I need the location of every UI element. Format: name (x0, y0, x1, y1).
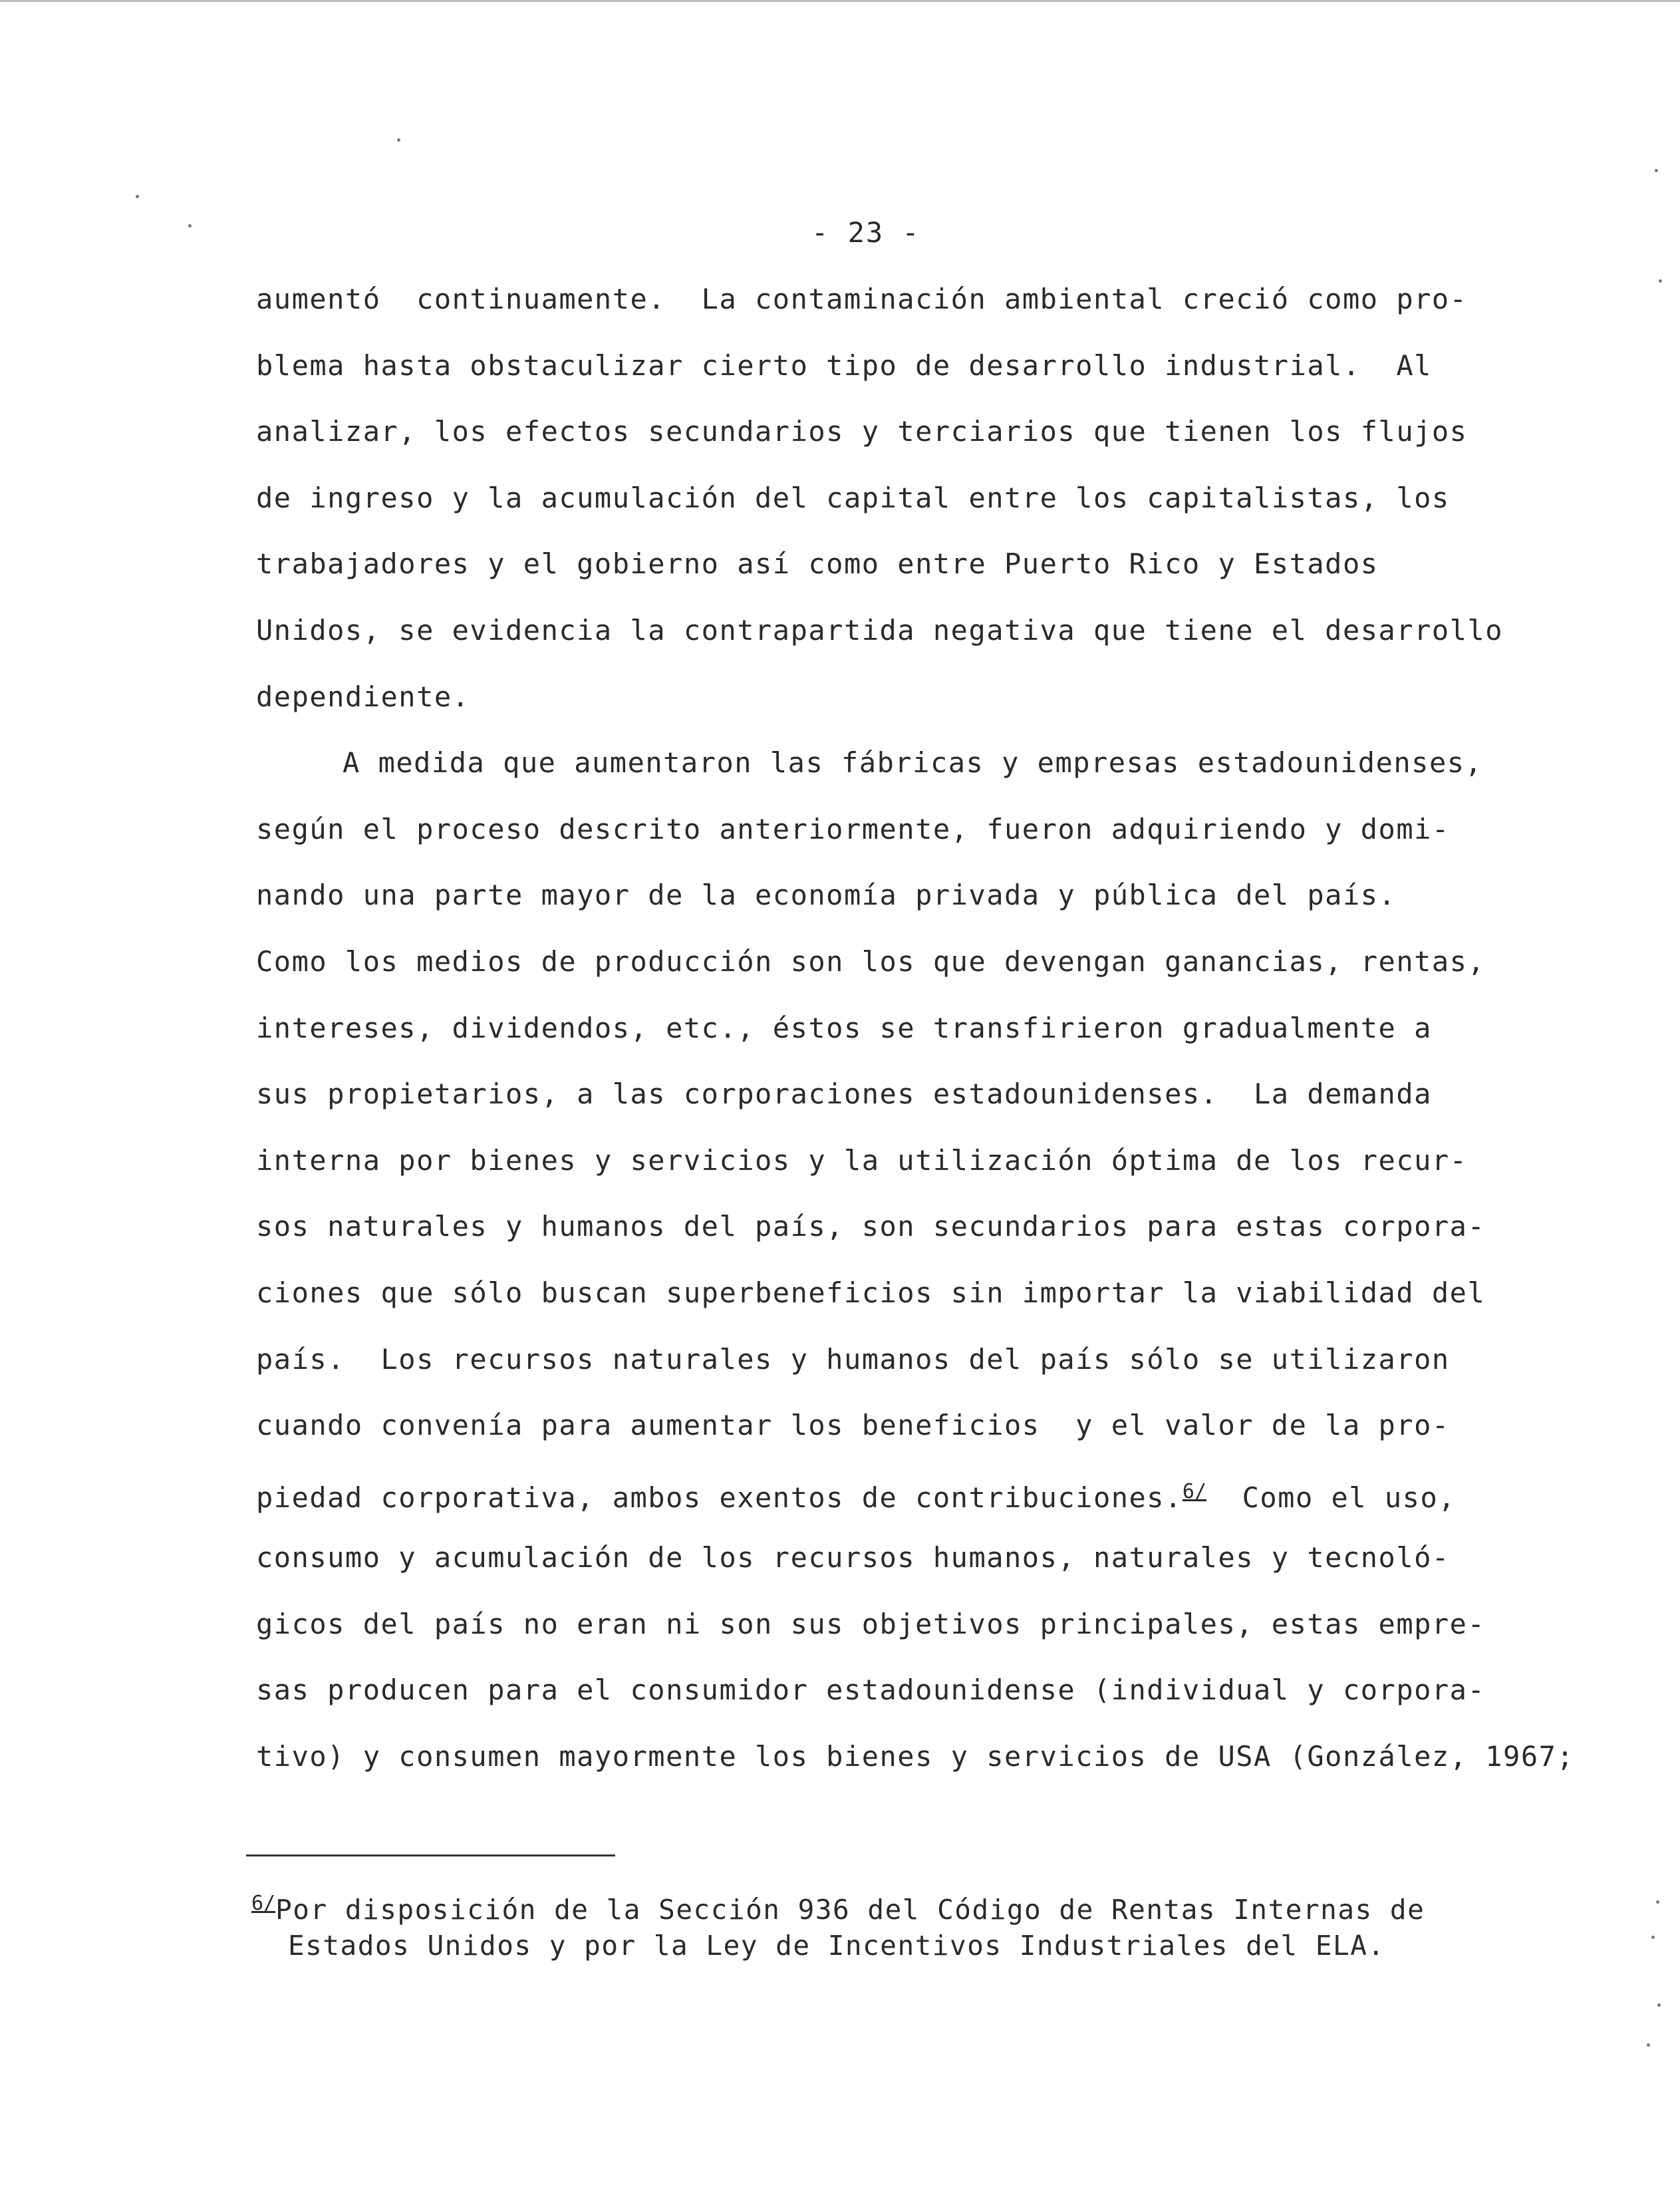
body-line: sus propietarios, a las corporaciones estadounidenses. La demanda (256, 1078, 1432, 1111)
body-line: nando una parte mayor de la economía privada y pública del país. (256, 879, 1397, 912)
body-line: sas producen para el consumidor estadounidense (individual y corpora- (256, 1674, 1486, 1707)
scan-speck (1655, 169, 1658, 172)
body-line: intereses, dividendos, etc., éstos se transfirieron gradualmente a (256, 1011, 1432, 1044)
scan-speck (1656, 1900, 1659, 1904)
body-line: cuando convenía para aumentar los beneficios y el valor de la pro- (256, 1409, 1450, 1442)
footnote (251, 1886, 1548, 1964)
page-number: - 23 - (811, 216, 920, 249)
body-line-tail: Como el uso, (1206, 1481, 1457, 1514)
body-line: dependiente. (256, 680, 470, 713)
body-line-text: piedad corporativa, ambos exentos de contribuciones. (256, 1481, 1183, 1514)
body-line: analizar, los efectos secundarios y terciarios que tienen los flujos (256, 415, 1468, 448)
footnote-separator (246, 1854, 615, 1856)
body-line: interna por bienes y servicios y la utilización óptima de los recur- (256, 1143, 1468, 1177)
body-line: de ingreso y la acumulación del capital entre los capitalistas, los (256, 481, 1450, 514)
body-line: tivo) y consumen mayormente los bienes y servicios de USA (González, 1967; (256, 1740, 1575, 1773)
footnote-line (251, 1886, 1548, 1928)
body-line: sos naturales y humanos del país, son secundarios para estas corpora- (256, 1210, 1486, 1243)
body-line-with-footnote (256, 1469, 1546, 1535)
body-line: blema hasta obstaculizar cierto tipo de desarrollo industrial. Al (256, 349, 1432, 382)
scan-speck (136, 195, 139, 198)
footnote-line: Estados Unidos y por la Ley de Incentivos Industriales del ELA. (288, 1930, 1385, 1962)
body-line: Unidos, se evidencia la contrapartida negativa que tiene el desarrollo (256, 613, 1504, 647)
body-line: Como los medios de producción son los que devengan ganancias, rentas, (256, 945, 1486, 978)
footnote-text: Por disposición de la Sección 936 del Código de Rentas Internas de (275, 1894, 1425, 1926)
body-line: según el proceso descrito anteriormente, fueron adquiriendo y domi- (256, 812, 1450, 845)
body-text (256, 276, 1575, 1800)
paragraph-first-line: A medida que aumentaron las fábricas y empresas estadounidenses, (343, 746, 1483, 780)
top-edge-rule (0, 0, 1680, 2)
scan-speck (1651, 1936, 1655, 1939)
scan-speck (397, 138, 400, 142)
body-line: gicos del país no eran ni son sus objetivos principales, estas empre- (256, 1607, 1486, 1640)
scan-speck (1647, 2043, 1650, 2047)
footnote-marker: 6/ (251, 1892, 276, 1915)
scan-speck (1657, 2003, 1661, 2007)
body-line: país. Los recursos naturales y humanos del país sólo se utilizaron (256, 1342, 1450, 1376)
footnote-reference: 6/ (1182, 1479, 1207, 1503)
body-line: ciones que sólo buscan superbeneficios sin importar la viabilidad del (256, 1276, 1486, 1309)
body-line: aumentó continuamente. La contaminación ambiental creció como pro- (256, 283, 1468, 315)
body-line: consumo y acumulación de los recursos humanos, naturales y tecnoló- (256, 1541, 1450, 1574)
body-line: trabajadores y el gobierno así como entre Puerto Rico y Estados (256, 547, 1379, 581)
scan-speck (1659, 279, 1662, 283)
scan-speck (188, 224, 192, 227)
